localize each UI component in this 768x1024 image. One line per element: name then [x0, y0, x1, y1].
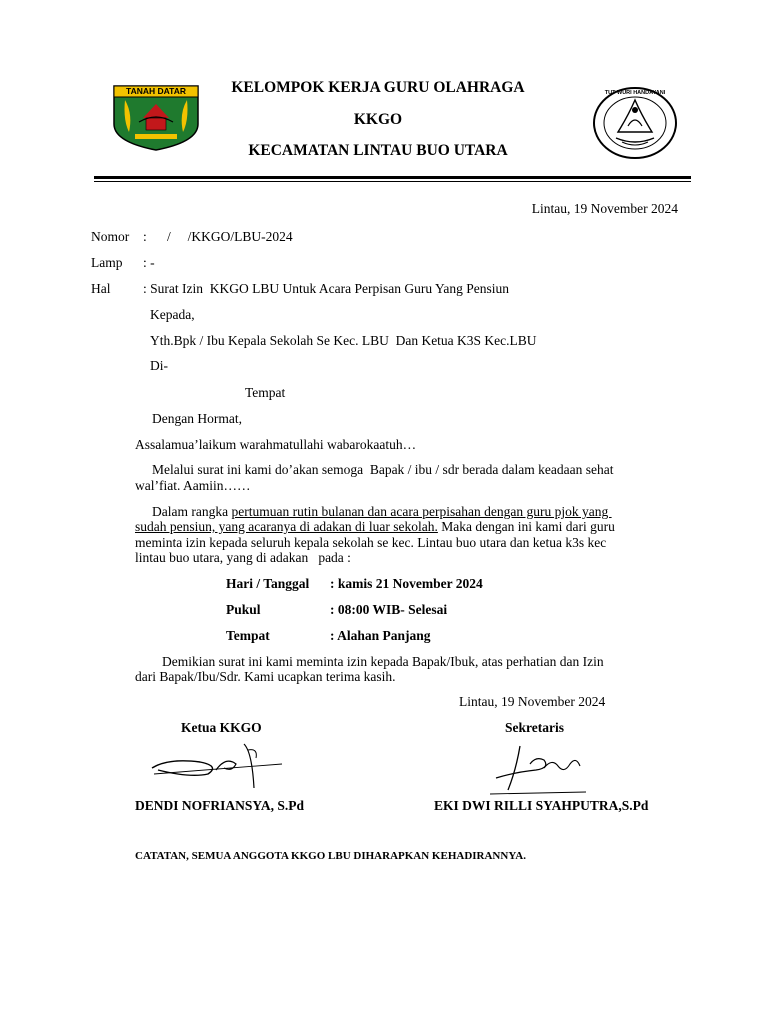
- paragraph2-line1: [152, 504, 612, 520]
- paragraph1-line2: wal’fiat. Aamiin……: [135, 478, 251, 493]
- lamp-label: Lamp: [91, 255, 123, 270]
- letterhead-divider: [94, 176, 691, 179]
- letter-date-top: Lintau, 19 November 2024: [531, 201, 678, 216]
- recipient-di: Di-: [150, 358, 168, 373]
- signer-left-name: DENDI NOFRIANSYA, S.Pd: [135, 798, 305, 813]
- paragraph2-underlined-1: pertumuan rutin bulanan dan acara perpisahan dengan guru pjok yang: [231, 504, 612, 519]
- attendance-note: CATATAN, SEMUA ANGGOTA KKGO LBU DIHARAPKAN KEHADIRANNYA.: [135, 850, 526, 862]
- paragraph2-intro: Dalam rangka: [152, 504, 232, 519]
- org-title-line1: KELOMPOK KERJA GURU OLAHRAGA: [231, 79, 525, 96]
- salutation: Dengan Hormat,: [152, 411, 242, 426]
- paragraph2-line4: lintau buo utara, yang di adakan pada :: [135, 550, 351, 565]
- recipient-yth: Yth.Bpk / Ibu Kepala Sekolah Se Kec. LBU Dan Ketua K3S Kec.LBU: [150, 333, 537, 348]
- paragraph2-underlined-2: sudah pensiun, yang acaranya di adakan di luar sekolah.: [135, 519, 438, 534]
- greeting: Assalamua’laikum warahmatullahi wabarokaatuh…: [135, 437, 417, 452]
- letterhead-divider-thin: [94, 181, 691, 182]
- event-value-date: : kamis 21 November 2024: [330, 576, 483, 591]
- signature-left: [148, 738, 288, 790]
- paragraph1-line1: Melalui surat ini kami do’akan semoga Bapak / ibu / sdr berada dalam keadaan sehat: [152, 462, 614, 477]
- paragraph2-rest: Maka dengan ini kami dari guru: [437, 519, 615, 534]
- org-title-line2: KKGO: [353, 111, 403, 128]
- hal-label: Hal: [91, 281, 111, 296]
- lamp-value: : -: [143, 255, 155, 270]
- signer-right-name: EKI DWI RILLI SYAHPUTRA,S.Pd: [434, 798, 649, 813]
- event-label-place: Tempat: [226, 628, 270, 643]
- event-label-time: Pukul: [226, 602, 261, 617]
- nomor-label: Nomor: [91, 229, 130, 244]
- recipient-kepada: Kepada,: [150, 307, 195, 322]
- event-value-place: : Alahan Panjang: [330, 628, 431, 643]
- recipient-tempat: Tempat: [245, 385, 286, 400]
- tut-wuri-handayani-logo-text: TUT WURI HANDAYANI: [604, 90, 666, 96]
- signature-right: [486, 742, 596, 798]
- org-title-line3: KECAMATAN LINTAU BUO UTARA: [248, 142, 508, 159]
- paragraph2-line3: meminta izin kepada seluruh kepala sekolah se kec. Lintau buo utara dan ketua k3s kec: [135, 535, 607, 550]
- hal-value: : Surat Izin KKGO LBU Untuk Acara Perpisan Guru Yang Pensiun: [143, 281, 509, 296]
- signer-right-title: Sekretaris: [505, 720, 564, 735]
- event-value-time: : 08:00 WIB- Selesai: [330, 602, 448, 617]
- closing-line2: dari Bapak/Ibu/Sdr. Kami ucapkan terima kasih.: [135, 669, 396, 684]
- signer-left-title: Ketua KKGO: [181, 720, 262, 735]
- event-label-date: Hari / Tanggal: [226, 576, 310, 591]
- tanah-datar-logo-text: TANAH DATAR: [126, 86, 186, 96]
- closing-line1: Demikian surat ini kami meminta izin kepada Bapak/Ibuk, atas perhatian dan Izin: [162, 654, 604, 669]
- paragraph2-line2: [135, 519, 615, 535]
- letter-date-bottom: Lintau, 19 November 2024: [459, 694, 606, 709]
- nomor-value: : / /KKGO/LBU-2024: [143, 229, 293, 244]
